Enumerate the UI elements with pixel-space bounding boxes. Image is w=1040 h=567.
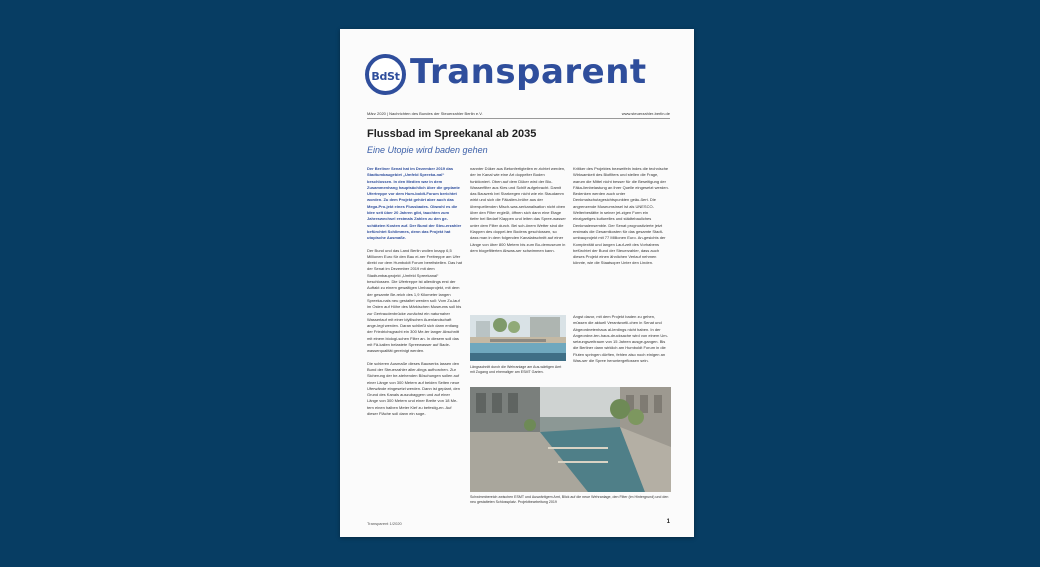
column-3-lower (573, 314, 670, 370)
article-paragraph: Angst davor, mit dem Projekt baden zu gehen, müssen die aktuell Verantwortli-chen in Senat und Abgeordnetenhaus al-lerdings nicht haben. In der Angeordne-ten-haus-drucksache wird von einem Um-setzungszeitraum von 15 Jahren ausge-gangen. Bis die Berliner dann wirklich am Humboldt Forum in die Fluten springen dürften, fehlen also noch einigen an Was-ser die Spree heruntergeflossen sein. (573, 314, 668, 364)
logo-badge-text: BdSt (371, 70, 400, 83)
article-lead: Der Berliner Senat hat im Dezember 2019 das Stadtumbaugebiet „Umfeld Spreeka-nal“ beschlossen. In den Medien war in dem Zusammenhang hauptsächlich über die geplante Ufertreppe vor dem Hum-boldt-Forum berichtet worden. Zu dem Projekt gehört aber auch das Mega-Pro-jekt eines Flussbades. Obwohl es die Idee seit über 20 Jahren gibt, tauchten zum Jahreswechsel erstmals Zahlen zu den ge-schätzten Kosten auf. Der Bund der Steu-erzahler befürchtet Schlimmes, denn das Projekt hat utopische Ausmaße. (367, 166, 462, 241)
footer-issue: Transparent 1/2020 (367, 521, 402, 526)
website-url: www.steuerzahler-berlin.de (621, 111, 670, 116)
article-paragraph: Der Bund und das Land Berlin wollen knapp 6,5 Millionen Euro für den Bau ei-ner Freitreppe am Ufer direkt vor dem Humboldt Forum bereitstellen. Das hat der Senat im Dezember 2019 mit dem Stadtumbauprojekt „Umfeld Spreekanal“ beschlossen. Die Ufertreppe ist allerdings erst der Auftakt zu einem gewaltigen Umbauprojekt, mit dem der gesamte Be-reich des 1,9 Kilometer langen Spreeka-nals neu gestaltet werden soll: Vom Zu-lauf im Osten auf Höhe des Märkischen Museums soll bis zur Gertraudenbrücke zunächst ein naturnaher Wasserlauf mit einer idyllischen Auenlandschaft ange-legt werden. Daran schließt sich dann entlang der Friedrichsgracht ein 300 Me-ter langer Abschnitt mit einem biologi-schen Filter an. In diesem soll das mit Fä-kalien belastete Spreewasser auf Bade-wasserqualität gereinigt werden. (367, 247, 462, 354)
issue-meta: März 2020 | Nachrichten des Bundes der Steuerzahler Berlin e.V. (367, 111, 483, 116)
article-paragraph: nannter Düker aus Betonfertigteilen er-richtet werden, der im Kanal wie eine Art doppelter Boden funktioniert. Oben auf dem Düker wird der Bio-Wasserfilter aus Kies und Schilf aufgebracht. Damit das Bauwerk bei Starkregen nicht wie ein Staudamm wirkt und sich die Fäkalien-brühe aus der überquellenden Misch-was-serkanalisation nicht oben über den Filter ergießt, öffnen sich dann eine Etage tiefer bei Bedarf Klappen und leiten das Spree-wasser unter dem Filter durch. Bei sch-önem Wetter sind die Klappen des doppel-ten Bodens geschlossen, so dass man in dem folgenden Kanalabschnitt auf einer Länge von über 800 Metern bis zum Bo-demuseum in dem biogefilterten Abwas-ser schwimmen kann. (470, 166, 566, 253)
image-caption: Schwimmbereich zwischen ESMT und Auswärtigem Amt, Blick auf die neue Wehranlage, den Filter (im Hintergrund) und den neu gestalteten Schlossplatz. Projektbearbeitung 2019 (470, 495, 669, 504)
column-2 (470, 166, 566, 260)
column-1 (367, 166, 462, 423)
article-paragraph: Die schieren Ausmaße dieses Bauwerks lassen den Bund der Steuerzahler aller-dings aufhorchen. Zur Sicherung der be-stehenden Böschungen sollen auf einer Länge von 300 Metern auf beiden Seiten neue Uferwände eingesetzt werden. Dann ist geplant, den Grund des Kanals auszubaggern und auf einer Länge von 300 Metern und einer Breite von 18 Me-tern einen halben Meter Kief zu befestig-en. Auf dieser Fläche soll dann ein soge- (367, 360, 460, 416)
article-subtitle: Eine Utopie wird baden gehen (367, 145, 488, 155)
article-paragraph: Kritiker des Projektes bezweifeln indes die technische Wirksamkeit des Biofilters und stellen die Frage, warum die Mittel nicht besser für die Beseitigung der Fäka-lienbelastung an ihrer Quelle eingesetzt werden. Bedenken werden auch unter Denkmalschutzgesichtspunkten geäu-ßert. Die angrenzende Museumsinsel ist als UNESCO-Welterbestätte in seiner jet-zigen Form ein einzigartiges kulturelles und städtebauliches Denkmalensemble. Der Senat prognostizierte jetzt erstmals die Gesamtkosten für das gesamte Stadt-umbauprojekt mit 77 Millionen Euro. An-gesichts der Komplexität und langen Lauf-zeit des Vorhabens befürchtet der Bund der Steuerzahler, dass auch dieses Projekt einen ähnlichen Verlauf nehmen könnte, wie die Staatsoper Unter den Linden. (573, 166, 669, 266)
weir-rendering-image (470, 315, 566, 361)
article-title: Flussbad im Spreekanal ab 2035 (367, 128, 537, 140)
image-caption: Längsschnitt durch die Wehranlage am Aus-wärtigen Amt mit Zugang und ehemaliger am ESMT Garten. (470, 365, 562, 374)
publication-title: Transparent (410, 52, 647, 92)
canal-rendering-image (470, 387, 671, 492)
column-3 (573, 166, 670, 273)
page-number: 1 (666, 519, 670, 525)
header-divider (367, 118, 670, 119)
document-page (340, 29, 694, 537)
bdst-logo-badge (365, 54, 406, 95)
